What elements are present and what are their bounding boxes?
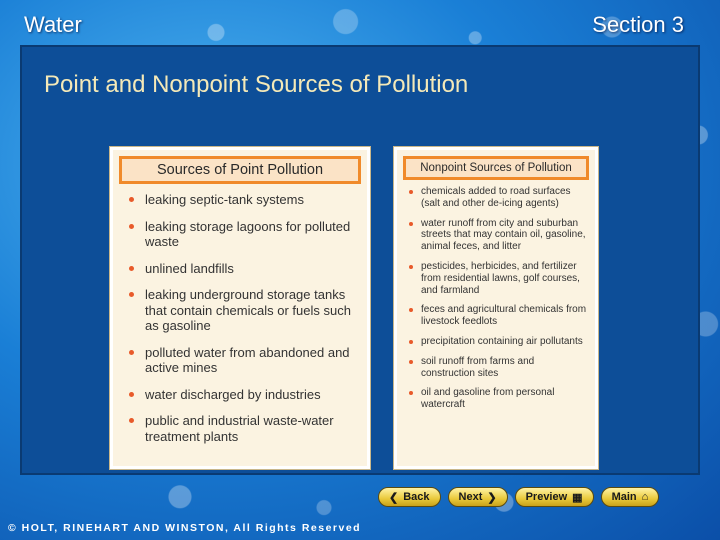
navigation-bar — [378, 487, 659, 507]
list-item: leaking septic-tank systems — [127, 192, 357, 208]
content-panel — [20, 45, 700, 475]
chevron-right-icon: ❯ — [487, 491, 497, 504]
list-item: public and industrial waste-water treatment plants — [127, 413, 357, 444]
chapter-title: Water — [24, 12, 82, 37]
back-label: Back — [403, 491, 430, 503]
point-card-title: Sources of Point Pollution — [122, 159, 358, 181]
list-item: leaking underground storage tanks that contain chemicals or fuels such as gasoline — [127, 287, 357, 334]
section-label: Section 3 — [592, 12, 684, 37]
next-label: Next — [458, 491, 483, 503]
main-button[interactable] — [601, 487, 660, 507]
list-item: feces and agricultural chemicals from livestock feedlots — [407, 304, 589, 328]
home-icon: ⌂ — [641, 491, 649, 503]
copyright-text: © HOLT, RINEHART AND WINSTON, All Rights Reserved — [8, 522, 362, 534]
list-item: soil runoff from farms and construction sites — [407, 356, 589, 380]
nonpoint-card-header — [403, 156, 589, 180]
point-card-header — [119, 156, 361, 184]
list-item: pesticides, herbicides, and fertilizer from residential lawns, golf courses, and farmland — [407, 261, 589, 296]
nonpoint-source-list — [407, 186, 589, 411]
preview-label: Preview — [525, 491, 568, 503]
list-item: water runoff from city and suburban streets that may contain oil, gasoline, animal feces, and litter — [407, 218, 589, 253]
list-item: chemicals added to road surfaces (salt and other de-icing agents) — [407, 186, 589, 210]
list-item: precipitation containing air pollutants — [407, 336, 589, 348]
list-item: oil and gasoline from personal watercraft — [407, 387, 589, 411]
point-source-list — [127, 192, 357, 444]
list-item: polluted water from abandoned and active mines — [127, 345, 357, 376]
chevron-left-icon: ❮ — [389, 491, 399, 504]
filmstrip-icon: ▦ — [572, 491, 583, 504]
next-button[interactable] — [448, 487, 508, 507]
list-item: unlined landfills — [127, 261, 357, 277]
point-pollution-card — [110, 147, 370, 469]
list-item: leaking storage lagoons for polluted waste — [127, 219, 357, 250]
back-button[interactable] — [378, 487, 441, 507]
slide-title: Point and Nonpoint Sources of Pollution — [44, 71, 469, 98]
preview-button[interactable] — [515, 487, 594, 507]
main-label: Main — [611, 491, 637, 503]
list-item: water discharged by industries — [127, 387, 357, 403]
nonpoint-pollution-card — [394, 147, 598, 469]
nonpoint-card-title: Nonpoint Sources of Pollution — [406, 159, 586, 177]
